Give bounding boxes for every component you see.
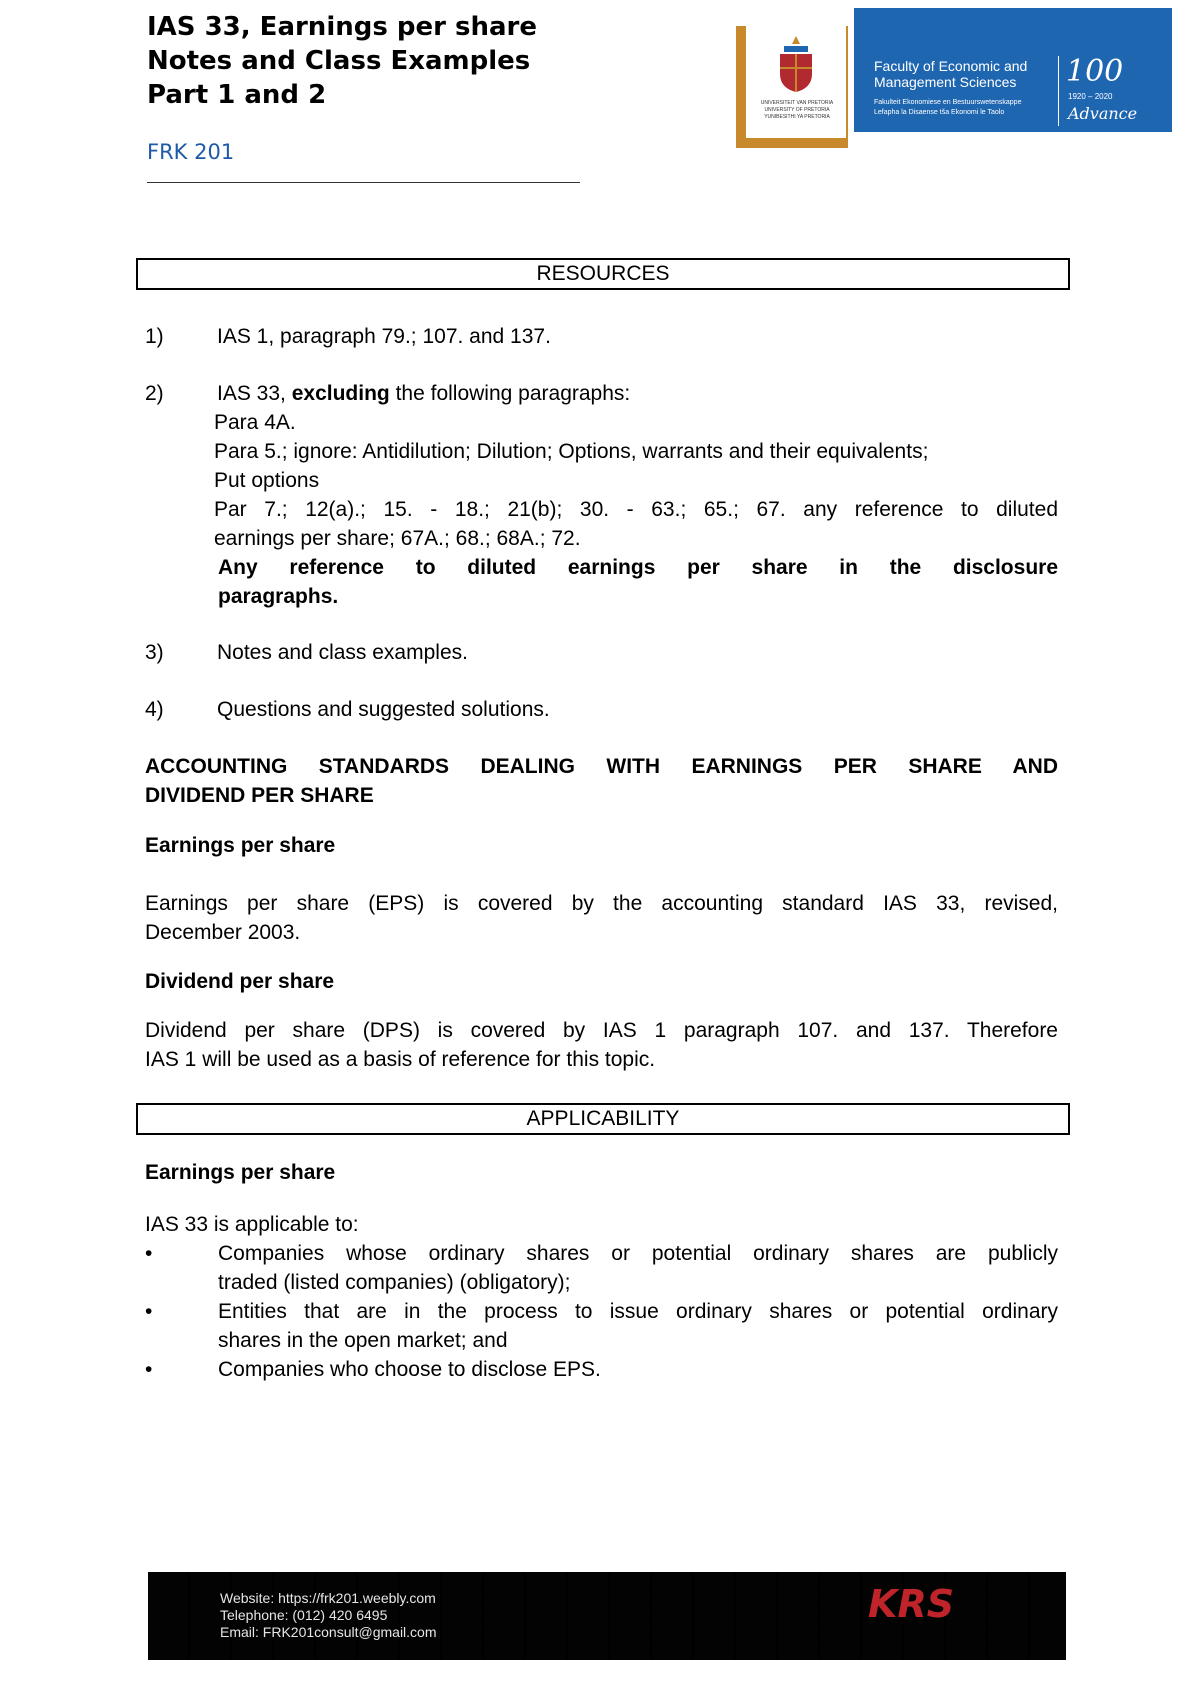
excluded-paragraph: Para 4A. <box>214 411 296 434</box>
excluded-note: Any reference to diluted earnings per share in the disclosure <box>218 556 1058 579</box>
title-line: IAS 33, Earnings per share <box>147 12 537 42</box>
title-line: Notes and Class Examples <box>147 46 531 76</box>
university-crest-icon <box>778 36 814 92</box>
centenary-tagline: Advance <box>1068 104 1138 123</box>
subheading-eps: Earnings per share <box>145 1161 336 1184</box>
list-number: 1) <box>145 325 164 348</box>
title-line: Part 1 and 2 <box>147 80 327 110</box>
bullet-item: Companies whose ordinary shares or potential ordinary shares are publicly <box>218 1242 1058 1265</box>
eps-paragraph: Earnings per share (EPS) is covered by the accounting standard IAS 33, revised, <box>145 892 1058 915</box>
dps-paragraph: Dividend per share (DPS) is covered by IAS 1 paragraph 107. and 137. Therefore <box>145 1019 1058 1042</box>
resource-item: Notes and class examples. <box>217 641 468 664</box>
resource-item: Questions and suggested solutions. <box>217 698 550 721</box>
resource-item: IAS 33, excluding the following paragraphs: <box>217 382 631 405</box>
faculty-name: Faculty of Economic and Management Sciences <box>874 58 1028 90</box>
section-heading: ACCOUNTING STANDARDS DEALING WITH EARNINGS PER SHARE AND <box>145 755 1058 778</box>
faculty-logo <box>736 8 1172 148</box>
bullet-icon: • <box>145 1242 153 1265</box>
excluded-paragraph: earnings per share; 67A.; 68.; 68A.; 72. <box>214 527 581 550</box>
bullet-item: shares in the open market; and <box>218 1329 508 1352</box>
centenary-years: 1920 – 2020 <box>1068 92 1113 101</box>
subheading-eps: Earnings per share <box>145 834 336 857</box>
krs-logo: KRS <box>868 1582 955 1626</box>
logo-divider <box>1058 56 1059 126</box>
faculty-subtitle: Fakulteit Ekonomiese en Bestuurswetenskappe Lefapha la Disaense tša Ekonomi le Taolo <box>874 99 1022 116</box>
bullet-item: traded (listed companies) (obligatory); <box>218 1271 571 1294</box>
bullet-item: Entities that are in the process to issue ordinary shares or potential ordinary <box>218 1300 1058 1323</box>
section-heading: DIVIDEND PER SHARE <box>145 784 374 807</box>
eps-paragraph: December 2003. <box>145 921 301 944</box>
bullet-icon: • <box>145 1300 153 1323</box>
list-number: 2) <box>145 382 164 405</box>
resource-item: IAS 1, paragraph 79.; 107. and 137. <box>217 325 551 348</box>
document-title <box>147 10 537 112</box>
footer-telephone: Telephone: (012) 420 6495 <box>220 1607 388 1623</box>
excluded-note: paragraphs. <box>218 585 339 608</box>
dps-paragraph: IAS 1 will be used as a basis of reference for this topic. <box>145 1048 656 1071</box>
header-rule <box>147 182 580 183</box>
excluded-paragraph: Put options <box>214 469 320 492</box>
applicability-heading: APPLICABILITY <box>136 1103 1070 1135</box>
excluded-paragraph: Para 5.; ignore: Antidilution; Dilution; Options, warrants and their equivalents; <box>214 440 929 463</box>
bullet-icon: • <box>145 1358 153 1381</box>
list-number: 3) <box>145 641 164 664</box>
excluded-paragraph: Par 7.; 12(a).; 15. - 18.; 21(b); 30. - 63.; 65.; 67. any reference to diluted <box>214 498 1058 521</box>
footer-email: Email: FRK201consult@gmail.com <box>220 1624 437 1640</box>
list-number: 4) <box>145 698 164 721</box>
subheading-dps: Dividend per share <box>145 970 335 993</box>
applicability-intro: IAS 33 is applicable to: <box>145 1213 359 1236</box>
footer-banner <box>148 1572 1066 1660</box>
university-name: UNIVERSITEIT VAN PRETORIA UNIVERSITY OF PRETORIA YUNIBESITHI YA PRETORIA <box>760 100 834 120</box>
resources-heading: RESOURCES <box>136 258 1070 290</box>
course-code: FRK 201 <box>147 140 235 164</box>
footer-website: Website: https://frk201.weebly.com <box>220 1590 436 1606</box>
bullet-item: Companies who choose to disclose EPS. <box>218 1358 601 1381</box>
centenary-mark: 100 <box>1066 54 1124 89</box>
